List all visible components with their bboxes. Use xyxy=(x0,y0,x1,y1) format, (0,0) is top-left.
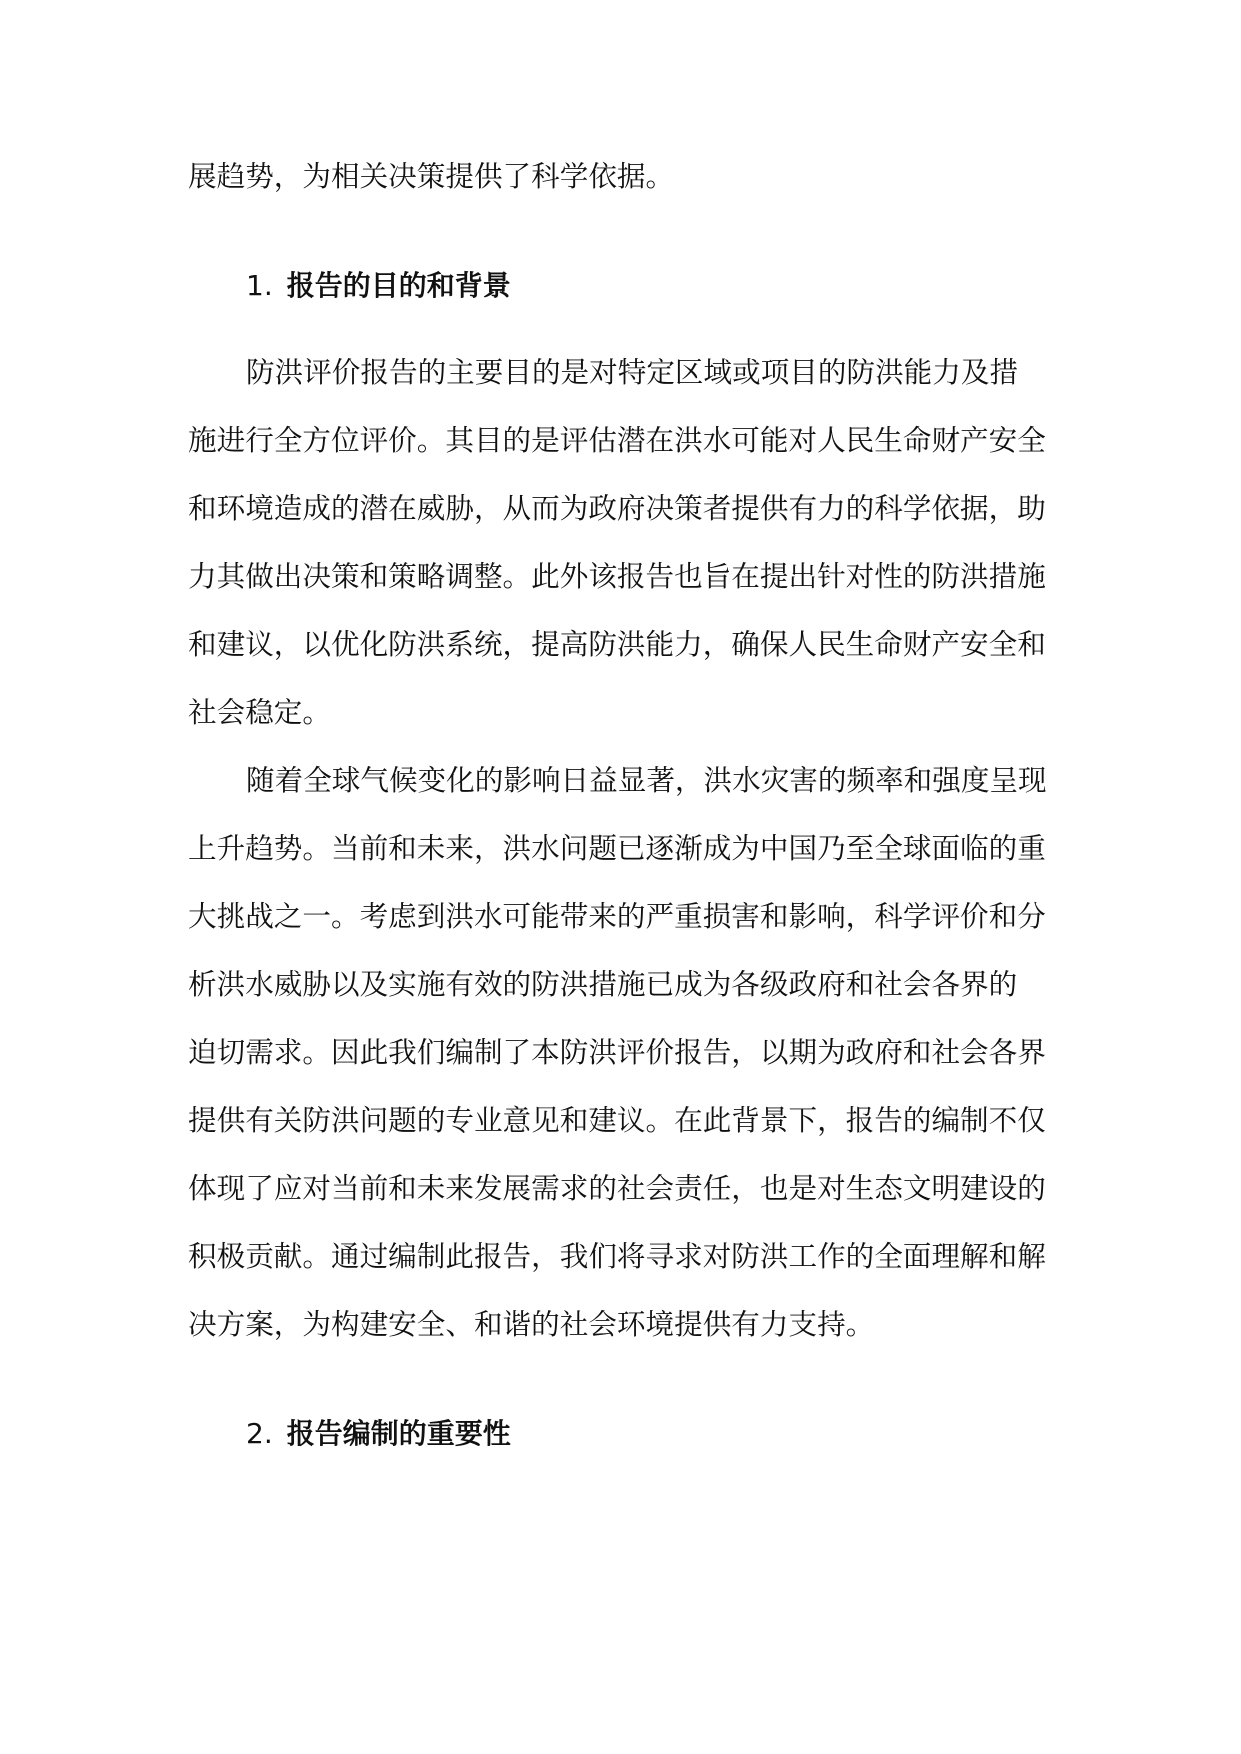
section-title: 报告的目的和背景 xyxy=(286,269,511,302)
paragraph-line: 提供有关防洪问题的专业意见和建议。在此背景下，报告的编制不仅 xyxy=(188,1103,1046,1137)
section-spacer xyxy=(188,1358,1068,1400)
paragraph-line: 和环境造成的潜在威胁，从而为政府决策者提供有力的科学依据，助 xyxy=(188,491,1046,525)
paragraph-line: 积极贡献。通过编制此报告，我们将寻求对防洪工作的全面理解和解 xyxy=(188,1239,1046,1273)
paragraph-line: 和建议，以优化防洪系统，提高防洪能力，确保人民生命财产安全和 xyxy=(188,627,1046,661)
paragraph-line: 施进行全方位评价。其目的是评估潜在洪水可能对人民生命财产安全 xyxy=(188,423,1046,457)
section-number: 2. xyxy=(246,1417,273,1450)
section-heading-2 xyxy=(188,1400,1068,1468)
intro-line: 展趋势，为相关决策提供了科学依据。 xyxy=(188,159,675,193)
section-heading-1 xyxy=(188,252,1068,320)
section-number: 1. xyxy=(246,269,273,302)
paragraph-line: 力其做出决策和策略调整。此外该报告也旨在提出针对性的防洪措施 xyxy=(188,559,1046,593)
paragraph-purpose xyxy=(188,338,1068,746)
section-spacer xyxy=(188,210,1068,252)
paragraph-line: 决方案，为构建安全、和谐的社会环境提供有力支持。 xyxy=(188,1307,875,1341)
paragraph-line: 社会稳定。 xyxy=(188,695,331,729)
heading-spacer xyxy=(188,320,1068,338)
paragraph-line: 大挑战之一。考虑到洪水可能带来的严重损害和影响，科学评价和分 xyxy=(188,899,1046,933)
paragraph-line: 体现了应对当前和未来发展需求的社会责任，也是对生态文明建设的 xyxy=(188,1171,1046,1205)
document-body xyxy=(188,142,1068,1468)
paragraph-line: 防洪评价报告的主要目的是对特定区域或项目的防洪能力及措 xyxy=(246,355,1019,389)
paragraph-line: 上升趋势。当前和未来，洪水问题已逐渐成为中国乃至全球面临的重 xyxy=(188,831,1046,865)
paragraph-line: 析洪水威胁以及实施有效的防洪措施已成为各级政府和社会各界的 xyxy=(188,967,1018,1001)
section-title: 报告编制的重要性 xyxy=(286,1417,511,1450)
paragraph-background xyxy=(188,746,1068,1358)
paragraph-line: 随着全球气候变化的影响日益显著，洪水灾害的频率和强度呈现 xyxy=(246,763,1047,797)
paragraph-line: 迫切需求。因此我们编制了本防洪评价报告，以期为政府和社会各界 xyxy=(188,1035,1046,1069)
